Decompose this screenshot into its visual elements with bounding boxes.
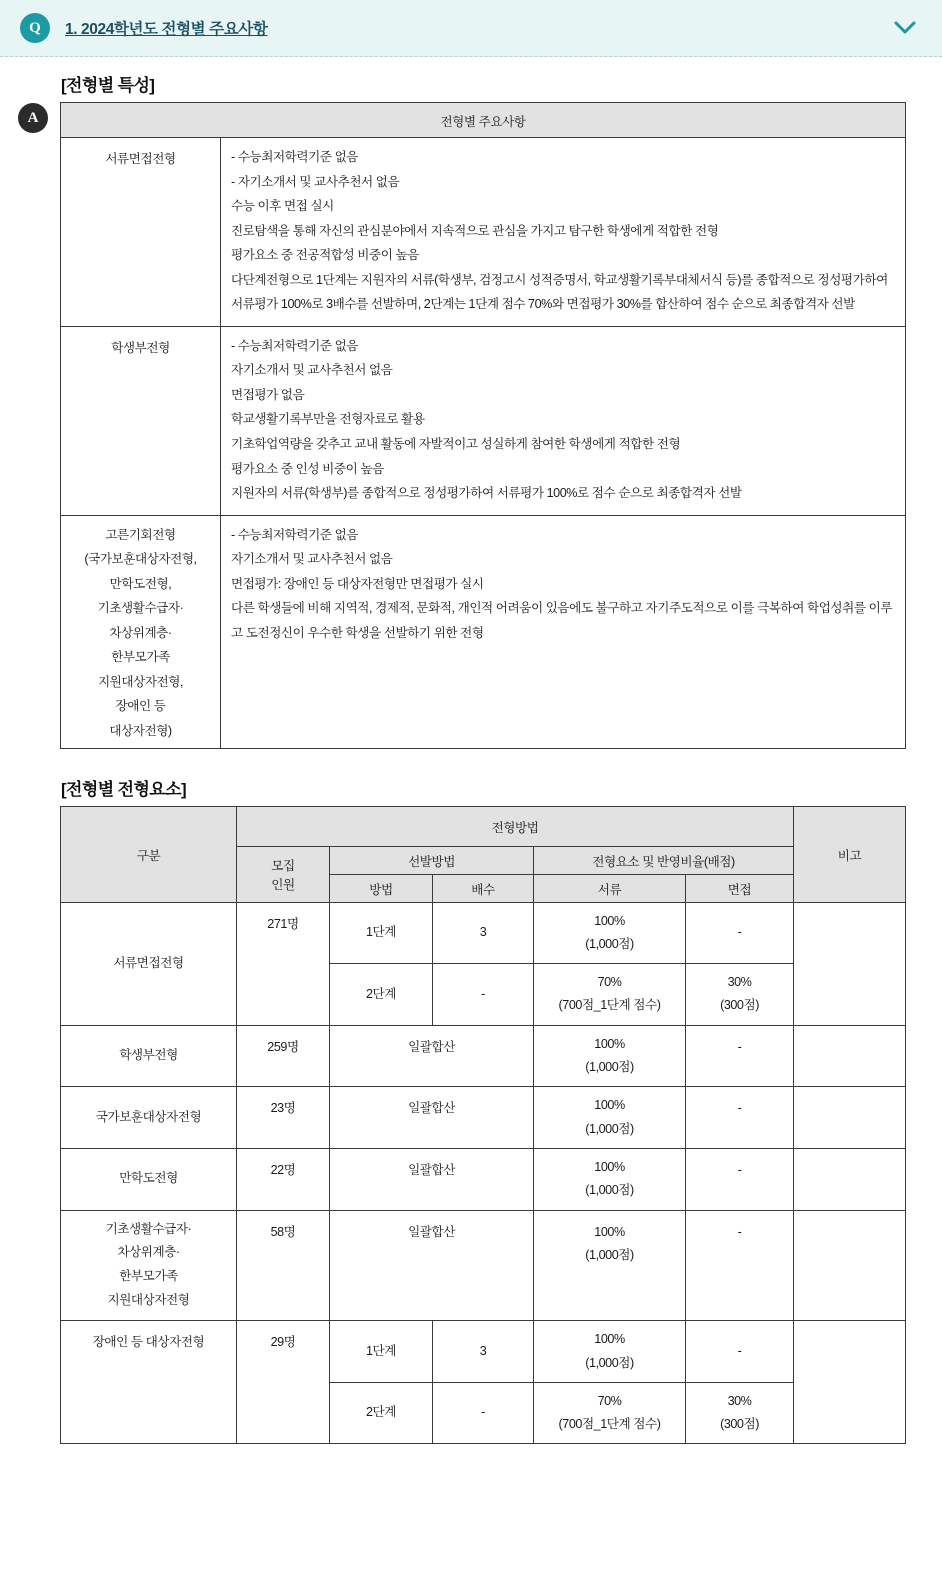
cell-note [794,1210,906,1321]
desc-line: 다단계전형으로 1단계는 지원자의 서류(학생부, 검정고시 성적증명서, 학교생활기록부대체서식 등)를 종합적으로 정성평가하여 서류평가 100%로 3배수를 선발하며, 2단계는 1단계 점수 70%와 면접평가 30%를 합산하여 점수 순으로 최종합격자 선발 [231,272,888,312]
cell-interview: - [686,1210,794,1321]
row-name: 국가보훈대상자전형 [61,1087,237,1149]
admission-characteristics-table [60,102,906,749]
row-category [61,138,221,327]
row-name: 기초생활수급자· 차상위계층· 한부모가족 지원대상자전형 [61,1210,237,1321]
desc-line: 면접평가: 장애인 등 대상자전형만 면접평가 실시 [231,576,484,591]
table-row [61,1148,906,1210]
row-name: 장애인 등 대상자전형 [61,1321,237,1444]
cell-document: 100% (1,000점) [534,1210,686,1321]
section-heading-elements: [전형별 전형요소] [61,779,186,799]
admission-elements-table [60,806,906,1445]
row-name: 만학도전형 [61,1148,237,1210]
row-quota: 271명 [237,902,330,1025]
cell-document: 100% (1,000점) [534,1087,686,1149]
row-category [61,326,221,515]
header-gubun: 구분 [61,806,237,902]
desc-line: 평가요소 중 전공적합성 비중이 높음 [231,248,419,263]
desc-line: 다른 학생들에 비해 지역적, 경제적, 문화적, 개인적 어려움이 있음에도 불구하고 자기주도적으로 이를 극복하여 학업성취를 이루고 도전정신이 우수한 학생을 선발하기 위한 전형 [231,601,893,640]
category-label: 서류면접전형 [105,152,176,166]
table-row [61,1321,906,1383]
cell-document: 100% (1,000점) [534,902,686,964]
header-method-group: 전형방법 [237,806,794,846]
cell-note [794,1087,906,1149]
cell-multiple: 3 [433,902,534,964]
header-document: 서류 [534,874,686,902]
cell-multiple: 3 [433,1321,534,1383]
row-category [61,515,221,748]
header-bigo: 비고 [794,806,906,902]
row-name: 서류면접전형 [61,902,237,1025]
header-elements-ratio: 전형요소 및 반영비율(배점) [534,846,794,874]
cell-document: 100% (1,000점) [534,1321,686,1383]
desc-line: 지원자의 서류(학생부)를 종합적으로 정성평가하여 서류평가 100%로 점수 순으로 최종합격자 선발 [231,486,742,501]
table-row [61,902,906,964]
category-label: 학생부전형 [111,340,170,355]
cell-interview: - [686,1321,794,1383]
desc-line: 평가요소 중 인성 비중이 높음 [231,461,384,476]
cell-method: 1단계 [330,1321,433,1383]
desc-line: 학교생활기록부만을 전형자료로 활용 [231,412,425,427]
table-row [61,1210,906,1321]
row-description [221,515,906,748]
table-row [61,1025,906,1087]
header-quota: 모집 인원 [237,846,330,902]
section-heading-characteristics: [전형별 특성] [61,76,155,95]
cell-method: 2단계 [330,1382,433,1444]
row-quota: 22명 [237,1148,330,1210]
desc-line: 자기소개서 및 교사추천서 없음 [231,552,393,567]
desc-line: 진로탐색을 통해 자신의 관심분야에서 지속적으로 관심을 가지고 탐구한 학생에게 적합한 전형 [231,223,719,238]
header-multiple: 배수 [433,874,534,902]
row-quota: 259명 [237,1025,330,1087]
cell-note [794,1321,906,1444]
cell-interview: 30% (300점) [686,1382,794,1444]
desc-line: 수능 이후 면접 실시 [231,199,334,214]
row-description [221,326,906,515]
cell-multiple: - [433,1382,534,1444]
chevron-down-icon[interactable] [892,15,918,41]
cell-note [794,1025,906,1087]
desc-line: - 수능최저학력기준 없음 [231,527,358,542]
cell-method: 일괄합산 [330,1025,534,1087]
cell-document: 100% (1,000점) [534,1025,686,1087]
desc-line: 기초학업역량을 갖추고 교내 활동에 자발적이고 성실하게 참여한 학생에게 적합한 전형 [231,437,681,452]
desc-line: - 수능최저학력기준 없음 [231,338,358,353]
cell-method: 일괄합산 [330,1148,534,1210]
table-row [61,138,906,327]
desc-line: - 수능최저학력기준 없음 [231,150,358,164]
cell-interview: - [686,1087,794,1149]
cell-interview: - [686,1025,794,1087]
question-badge: Q [20,13,50,43]
cell-method: 1단계 [330,902,433,964]
cell-multiple: - [433,964,534,1026]
row-description [221,138,906,327]
cell-method: 일괄합산 [330,1210,534,1321]
cell-document: 70% (700점_1단계 점수) [534,964,686,1026]
desc-line: 면접평가 없음 [231,387,305,402]
question-title[interactable]: 1. 2024학년도 전형별 주요사항 [65,21,268,38]
cell-method: 일괄합산 [330,1087,534,1149]
header-selection-method: 선발방법 [330,846,534,874]
row-quota: 23명 [237,1087,330,1149]
category-label: 고른기회전형 (국가보훈대상자전형, 만학도전형, 기초생활수급자· 차상위계층· 한부모가족 지원대상자전형, 장애인 등 대상자전형) [84,527,197,739]
accordion-header[interactable] [0,0,942,57]
cell-document: 100% (1,000점) [534,1148,686,1210]
desc-line: 자기소개서 및 교사추천서 없음 [231,363,393,378]
row-name: 학생부전형 [61,1025,237,1087]
cell-method: 2단계 [330,964,433,1026]
table-row [61,1087,906,1149]
cell-document: 70% (700점_1단계 점수) [534,1382,686,1444]
header-interview: 면접 [686,874,794,902]
cell-interview: 30% (300점) [686,964,794,1026]
cell-interview: - [686,902,794,964]
table-row [61,326,906,515]
table-row [61,515,906,748]
row-quota: 58명 [237,1210,330,1321]
header-method: 방법 [330,874,433,902]
answer-body [0,57,942,1444]
row-quota: 29명 [237,1321,330,1444]
answer-badge: A [18,103,48,133]
table1-title: 전형별 주요사항 [61,103,906,138]
desc-line: - 자기소개서 및 교사추천서 없음 [231,174,400,189]
cell-note [794,1148,906,1210]
cell-note [794,902,906,1025]
cell-interview: - [686,1148,794,1210]
